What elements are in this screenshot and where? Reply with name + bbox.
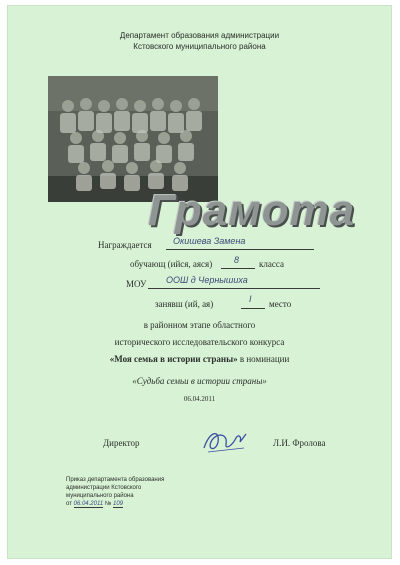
theme-line bbox=[8, 354, 391, 364]
grade-value: 8 bbox=[234, 255, 240, 265]
awarded-name: Окишева Замена bbox=[173, 236, 246, 246]
nomination-text: «Судьба семьи в истории страны» bbox=[132, 376, 267, 386]
order-block bbox=[66, 476, 164, 508]
place-value: I bbox=[249, 294, 252, 304]
awarded-label: Награждается bbox=[98, 240, 152, 250]
school-underline bbox=[148, 288, 320, 289]
director-label: Директор bbox=[103, 438, 140, 448]
award-date: 06.04.2011 bbox=[183, 395, 216, 403]
certificate-sheet bbox=[8, 6, 391, 558]
student-prefix: обучающ (ийся, аяся) bbox=[130, 259, 213, 269]
order-from-label: от bbox=[66, 501, 72, 507]
department-line-1: Департамент образования администрации bbox=[119, 31, 280, 40]
student-suffix: класса bbox=[259, 259, 284, 269]
director-signature-icon bbox=[198, 426, 254, 456]
contest-text: исторического исследовательского конкурса bbox=[114, 337, 285, 347]
order-from-value: 06.04.2011 bbox=[73, 501, 104, 507]
group-photo-image bbox=[48, 76, 218, 202]
order-no-value: 109 bbox=[113, 501, 124, 507]
order-ref bbox=[66, 500, 164, 508]
school-value: ООШ д Чернышиха bbox=[166, 275, 248, 285]
place-prefix: занявш (ий, ая) bbox=[155, 299, 214, 309]
theme-suffix: в номинации bbox=[239, 354, 290, 364]
stage-text: в районном этапе областного bbox=[143, 320, 256, 330]
group-photo bbox=[48, 76, 218, 202]
school-label: МОУ bbox=[126, 279, 147, 289]
order-no-label: № bbox=[104, 501, 112, 507]
place-underline bbox=[241, 308, 265, 309]
department-header bbox=[8, 30, 391, 52]
theme-title: «Моя семья в истории страны» bbox=[109, 354, 238, 364]
certificate-title: Грамота bbox=[148, 186, 356, 235]
grade-underline bbox=[221, 268, 255, 269]
order-line-2: администрации Кстовского bbox=[66, 485, 142, 491]
director-name: Л.И. Фролова bbox=[273, 438, 326, 448]
place-suffix: место bbox=[269, 299, 292, 309]
order-line-3: муниципального района bbox=[66, 493, 134, 499]
order-line-1: Приказ департамента образования bbox=[66, 477, 165, 483]
department-line-2: Кстовского муниципального района bbox=[133, 42, 266, 51]
awarded-underline bbox=[166, 249, 314, 250]
